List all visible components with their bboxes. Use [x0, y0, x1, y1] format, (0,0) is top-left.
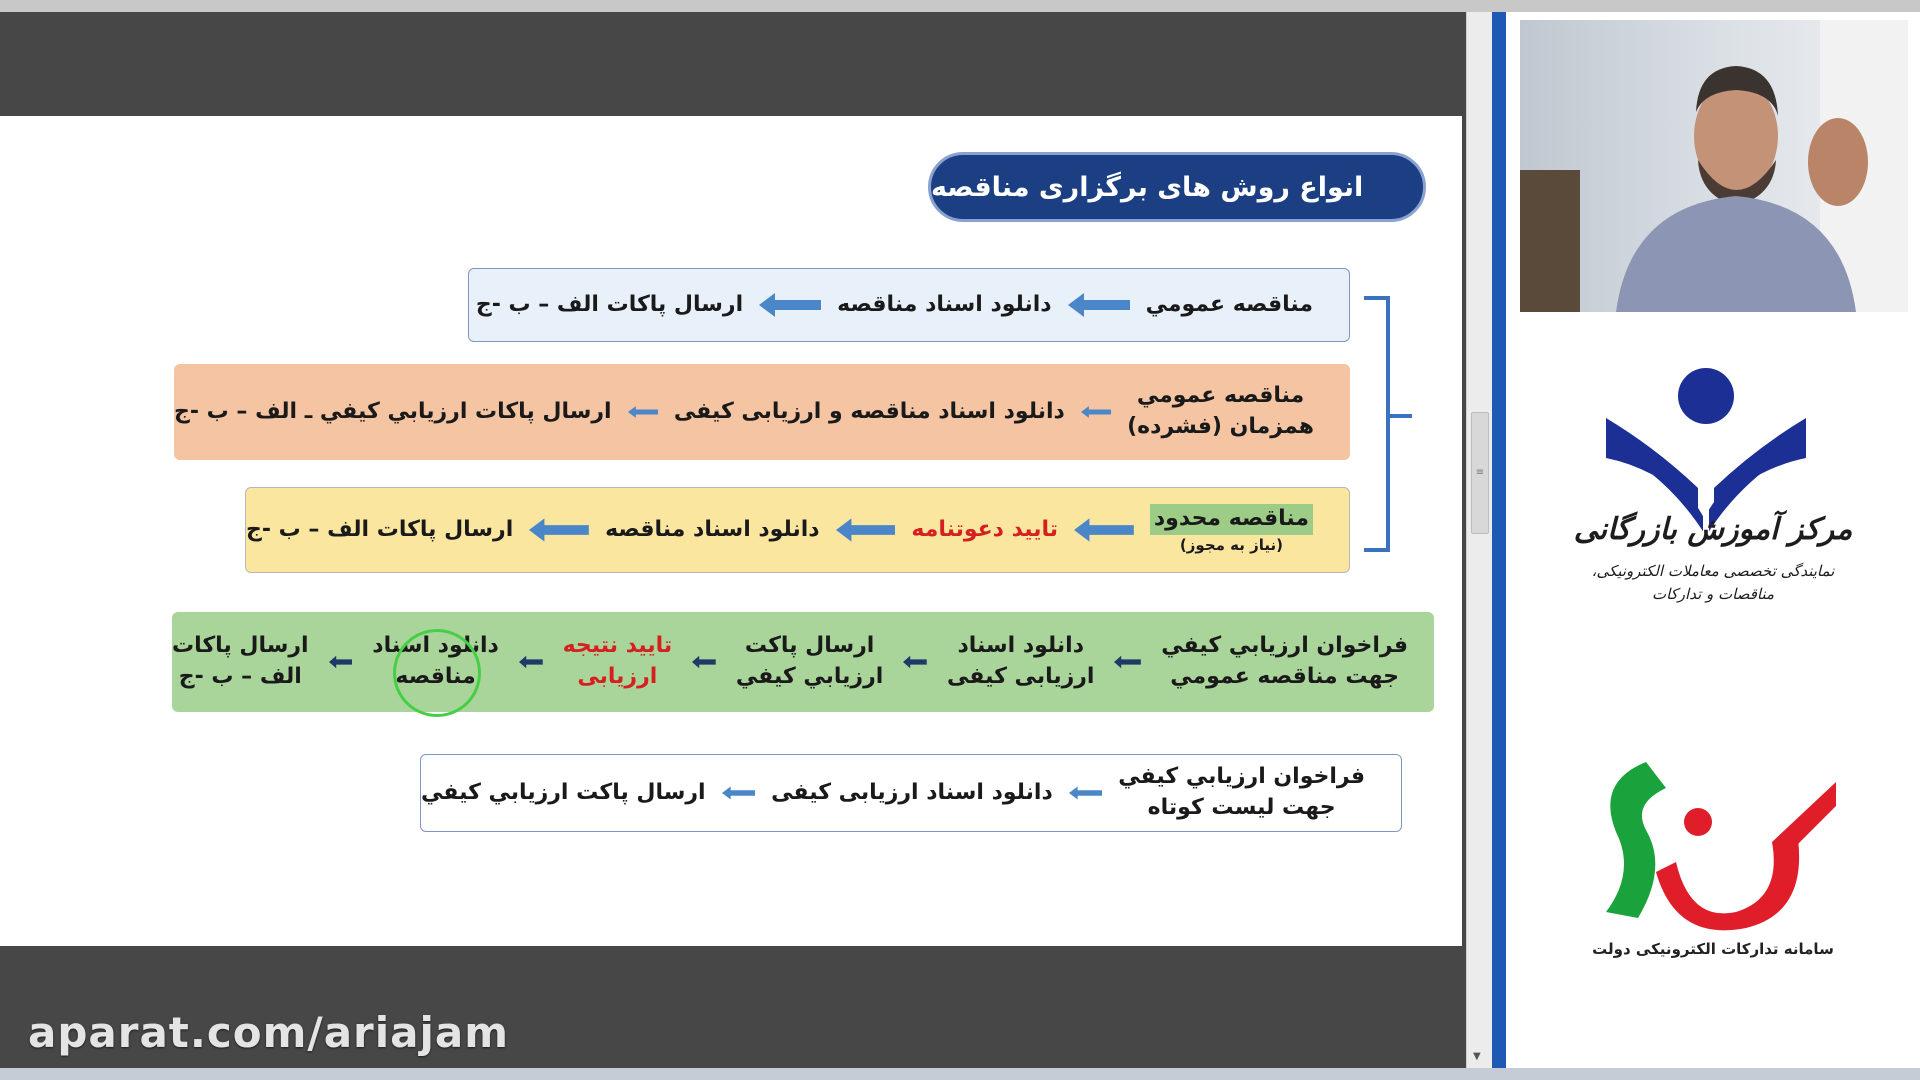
logo1-title: مرکز آموزش بازرگانی [1573, 512, 1853, 547]
setad-logo [1586, 742, 1846, 942]
scroll-down-arrow-icon[interactable]: ▼ [1473, 1051, 1481, 1062]
step-text-highlighted: تایید دعوتنامه [911, 516, 1059, 542]
step-stack [947, 631, 1094, 693]
step-text: ارزيابي کيفي [735, 664, 884, 689]
step-text: جهت ليست کوتاه [1147, 795, 1336, 820]
arrow-left-icon [722, 781, 756, 805]
step-text: جهت مناقصه عمومي [1170, 664, 1400, 689]
flow-row-quality-evaluation-general [172, 612, 1434, 712]
arrow-left-icon [836, 518, 896, 542]
step-text: دانلود اسناد ارزيابی کيفی [771, 779, 1053, 805]
step-text: ارزيابی کيفی [947, 664, 1095, 689]
arrow-left-icon [529, 518, 589, 542]
presentation-viewer [0, 12, 1466, 1068]
step-text: دانلود اسناد مناقصه و ارزيابی کيفی [673, 398, 1065, 424]
slide-title [928, 152, 1426, 222]
arrow-left-icon [1068, 293, 1130, 317]
step-text: دانلود اسناد مناقصه [605, 516, 820, 542]
right-sidebar [1506, 12, 1920, 1068]
step-text: همزمان (فشرده) [1127, 414, 1314, 439]
scroll-thumb[interactable]: ≡ [1471, 412, 1489, 534]
cursor-highlight-ring [393, 629, 481, 717]
arrow-left-icon [1114, 650, 1141, 674]
arrow-left-icon [1081, 400, 1111, 424]
step-stack [172, 631, 309, 693]
arrow-left-icon [628, 400, 658, 424]
arrow-left-icon [759, 293, 821, 317]
bottom-strip [0, 1068, 1920, 1080]
step-stack-highlighted [563, 631, 673, 693]
slide [0, 116, 1462, 946]
arrow-left-icon [903, 650, 927, 674]
step-stack [1118, 762, 1365, 824]
vertical-scrollbar[interactable] [1466, 12, 1493, 1068]
flow-row-general-tender [468, 268, 1350, 342]
step-text: ارزيابی [577, 664, 658, 689]
watermark: aparat.com/ariajam [28, 1008, 509, 1057]
step-text: الف – ب -ج [178, 664, 302, 689]
logo1-subtitle-line: نمایندگی تخصصی معاملات الکترونیکی، [1591, 562, 1835, 580]
group-bracket [1360, 294, 1420, 554]
logo1-subtitle [1506, 560, 1920, 605]
step-text: ارسال پاکات الف – ب -ج [475, 291, 744, 317]
step-text: ارسال پاکات الف – ب -ج [246, 516, 514, 542]
arrow-left-icon [329, 650, 353, 674]
step-text: ارسال پاکت [744, 633, 875, 659]
step-stack [736, 631, 883, 693]
arrow-left-icon [519, 650, 543, 674]
step-stack [1127, 381, 1314, 443]
step-text: فراخوان ارزيابي کيفي [1161, 633, 1408, 659]
top-strip [0, 0, 1920, 12]
step-text: مناقصه [395, 664, 476, 689]
step-text: ارسال پاکت ارزيابي کيفي [421, 779, 706, 805]
step-text: فراخوان ارزيابي کيفي [1118, 764, 1365, 790]
step-text: دانلود اسناد [372, 633, 499, 659]
slide-title-text: انواع روش های برگزاری مناقصه [931, 171, 1364, 203]
flow-row-compressed-tender [174, 364, 1350, 460]
flow-row-limited-tender [245, 487, 1350, 573]
logo1-subtitle-line: مناقصات و تدارکات [1651, 584, 1775, 603]
step-note: (نياز به مجوز) [1179, 535, 1283, 554]
step-text: مناقصه عمومي [1145, 291, 1313, 317]
step-stack [1161, 631, 1408, 693]
setad-caption: سامانه تدارکات الکترونیکی دولت [1592, 940, 1834, 958]
step-stack [1150, 504, 1313, 556]
arrow-left-icon [692, 650, 716, 674]
flow-row-quality-evaluation-shortlist [420, 754, 1402, 832]
step-text: ارسال پاکات [172, 633, 309, 659]
presenter-video-icon [1520, 20, 1908, 312]
panel-divider [1492, 12, 1506, 1068]
step-text: دانلود اسناد [957, 633, 1085, 659]
arrow-left-icon [1069, 781, 1103, 805]
step-text: مناقصه عمومي [1136, 383, 1305, 409]
webcam-video [1520, 20, 1908, 312]
step-text: مناقصه محدود [1150, 504, 1313, 535]
arrow-left-icon [1074, 518, 1134, 542]
step-text: ارسال پاکات ارزيابي کيفي ـ الف – ب -ج [174, 398, 612, 424]
step-text: تاييد نتيجه [562, 633, 673, 659]
step-text: دانلود اسناد مناقصه [837, 291, 1052, 317]
